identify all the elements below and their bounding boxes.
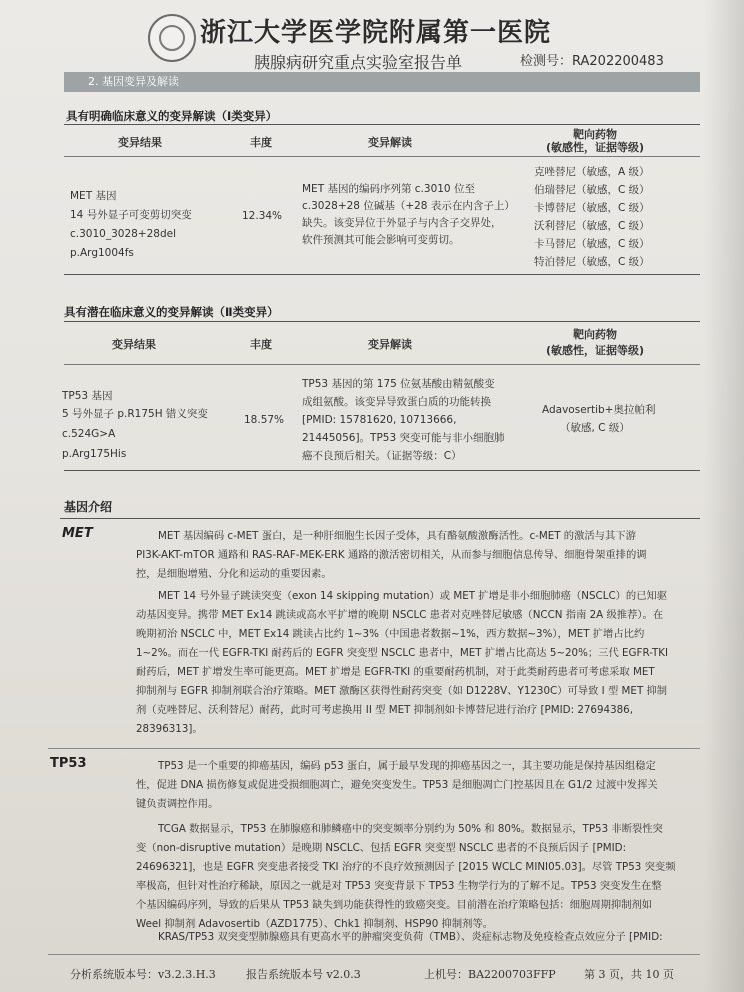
paragraph-line: MET 基因编码 c-MET 蛋白，是一种肝细胞生长因子受体，具有酪氨酸激酶活性。c-MET 的激活与其下游 [158,530,636,542]
tp53-label: TP53 [50,756,87,771]
paragraph-line: 动基因变异。携带 MET Ex14 跳读或高水平扩增的晚期 NSCLC 患者对克唑替尼敏感（NCCN 指南 2A 级推荐）。在 [136,609,664,621]
paragraph-line: 个基因编码序列，导致的后果从 TP53 缺失到功能获得性的致癌突变。目前潜在治疗策略包括：细胞周期抑制剂如 [136,899,653,911]
class1-interpretation-line: 缺失。该变异位于外显子与内含子交界处， [302,217,502,229]
class1-abundance: 12.34% [242,210,283,222]
class1-interpretation-line: 软件预测其可能会影响可变剪切。 [302,234,460,246]
paragraph-line: 24696321]，也是 EGFR 突变患者接受 TKI 治疗的不良疗效预测因子 [2015 WCLC MINI05.03]。尽管 TP53 突变频 [136,861,676,873]
footer-machine-no: 上机号：BA2200703FFP [424,968,556,981]
met-label: MET [62,526,93,541]
class1-interpretation-line: c.3028+28 位碱基（+28 表示在内含子上） [302,200,515,212]
class2-header-drugs: 靶向药物 [573,328,617,341]
class1-header-abundance: 丰度 [250,136,272,149]
hospital-name: 浙江大学医学院附属第一医院 [200,18,552,48]
class1-interpretation-line: MET 基因的编码序列第 c.3010 位至 [302,183,475,195]
class2-variant-protein: p.Arg175His [62,448,127,460]
class2-interpretation-line: [PMID: 15781620, 10713666, [302,414,457,426]
paragraph-line: TP53 是一个重要的抑癌基因，编码 p53 蛋白，属于最早发现的抑癌基因之一，其主要功能是保持基因组稳定 [158,760,656,772]
class1-variant-gene: MET 基因 [70,190,117,202]
paragraph-line: 1~2%。而在一代 EGFR-TKI 耐药后的 EGFR 突变型 NSCLC 患者中，MET 扩增占比高达 5~20%；三代 EGFR-TKI [136,647,669,659]
paragraph-line: 耐药后，MET 扩增发生率可能更高。MET 扩增是 EGFR-TKI 的重要耐药机制，对于此类耐药患者可考虑采取 MET [136,666,655,678]
paragraph-line: 晚期初治 NSCLC 中，MET Ex14 跳读占比约 1~3%（中国患者数据~1%，西方数据~3%），MET 扩增占比约 [136,628,645,640]
class1-header-variant: 变异结果 [118,136,162,149]
gene-intro-title: 基因介绍 [64,500,113,514]
class2-header-interpretation: 变异解读 [368,338,412,351]
class1-drug: 沃利替尼（敏感，C 级） [534,220,650,232]
tp53-paragraph-2 [136,820,696,934]
footer-page-number: 第 3 页，共 10 页 [584,968,674,981]
divider [64,321,700,322]
footer-system-version: 分析系统版本号：v3.2.3.H.3 [70,968,216,981]
class2-interpretation-line: 成组氨酸。该变异导致蛋白质的功能转换 [302,396,491,408]
class1-header-evidence: (敏感性，证据等级) [545,141,645,154]
paragraph-line: 键负责调控作用。 [136,798,219,810]
class1-header-interpretation: 变异解读 [368,136,412,149]
class2-interpretation-line: 癌不良预后相关。（证据等级：C） [302,450,462,462]
class1-drug: 卡博替尼（敏感，C 级） [534,202,650,214]
class2-header-abundance: 丰度 [250,338,272,351]
hospital-logo-icon [148,14,196,62]
paragraph-line: 抑制剂与 EGFR 抑制剂联合治疗策略。MET 激酶区获得性耐药突变（如 D1228V、Y1230C）可导致 I 型 MET 抑制 [136,685,668,697]
footer-report-version: 报告系统版本号 v2.0.3 [246,968,361,981]
class1-variant-protein: p.Arg1004fs [70,247,134,259]
class1-header-drugs: 靶向药物 [573,128,617,141]
divider [64,124,700,125]
tp53-paragraph-1 [136,757,696,814]
paragraph-line: 剂（克唑替尼、沃利替尼）耐药，此时可考虑换用 II 型 MET 抑制剂如卡博替尼进行治疗 [PMID: 27694386, [136,704,634,716]
divider [60,518,700,519]
class2-header-variant: 变异结果 [112,338,156,351]
paper-shadow [704,0,744,992]
paragraph-line: 率极高，但针对性治疗稀缺，原因之一就是对 TP53 突变背景下 TP53 生物学行为的了解不足。TP53 突变发生在整 [136,880,662,892]
divider [64,470,700,471]
class2-drug: Adavosertib+奥拉帕利 [542,404,656,416]
paragraph-line: Weel 抑制剂 Adavosertib（AZD1775）、Chk1 抑制剂、HSP90 抑制剂等。 [136,918,494,930]
divider [48,748,700,749]
paragraph-line: TCGA 数据显示，TP53 在肺腺癌和肺鳞癌中的突变频率分别约为 50% 和 80%。数据显示，TP53 非断裂性突 [158,823,663,835]
met-paragraph-1 [136,527,696,584]
paragraph-line: 变（non-disruptive mutation）是晚期 NSCLC、包括 EGFR 突变型 NSCLC 患者的不良预后因子 [PMID: [136,842,627,854]
divider [64,364,700,365]
class1-variant-cdna: c.3010_3028+28del [70,228,177,240]
class2-interpretation-line: TP53 基因的第 175 位氨基酸由精氨酸变 [302,378,495,390]
divider [48,954,700,955]
class2-variant-gene: TP53 基因 [62,390,113,402]
section-heading: 2. 基因变异及解读 [64,72,700,92]
class1-drug: 卡马替尼（敏感，C 级） [534,238,650,250]
class1-title: 具有明确临床意义的变异解读（Ⅰ类变异） [66,109,278,123]
paragraph-line: 28396313]。 [136,723,203,735]
class2-drug-evidence: （敏感, C 级） [560,422,630,434]
tp53-paragraph-3: KRAS/TP53 双突变型肺腺癌具有更高水平的肿瘤突变负荷（TMB）、炎症标志物及免疫检查点效应分子 [PMID: [158,931,663,943]
class2-interpretation-line: 21445056]。TP53 突变可能与非小细胞肺 [302,432,505,444]
class1-drug: 伯瑞替尼（敏感，C 级） [534,184,650,196]
paragraph-line: MET 14 号外显子跳读突变（exon 14 skipping mutation）或 MET 扩增是非小细胞肺癌（NSCLC）的已知驱 [158,590,668,602]
report-title: 胰腺病研究重点实验室报告单 [254,53,463,72]
class1-drug: 克唑替尼（敏感，A 级） [534,166,650,178]
class2-header-evidence: (敏感性，证据等级) [545,344,645,357]
divider [64,156,700,157]
divider [64,274,700,275]
class2-variant-cdna: c.524G>A [62,428,116,440]
class1-drug: 特泊替尼（敏感，C 级） [534,256,650,268]
paragraph-line: 控，是细胞增殖、分化和运动的重要因素。 [136,568,332,580]
class2-title: 具有潜在临床意义的变异解读（Ⅱ类变异） [64,305,279,319]
met-paragraph-2 [136,587,696,739]
paragraph-line: 性，促进 DNA 损伤修复或促进受损细胞凋亡，避免突变发生。TP53 是细胞凋亡门控基因且在 G1/2 过渡中发挥关 [136,779,658,791]
detection-number: 检测号：RA202200483 [520,54,664,69]
class1-variant-desc: 14 号外显子可变剪切突变 [70,209,192,221]
paragraph-line: PI3K-AKT-mTOR 通路和 RAS-RAF-MEK-ERK 通路的激活密切相关，从而参与细胞信息传导、细胞骨架重排的调 [136,549,647,561]
class2-variant-desc: 5 号外显子 p.R175H 错义突变 [62,408,208,420]
class2-abundance: 18.57% [244,414,285,426]
